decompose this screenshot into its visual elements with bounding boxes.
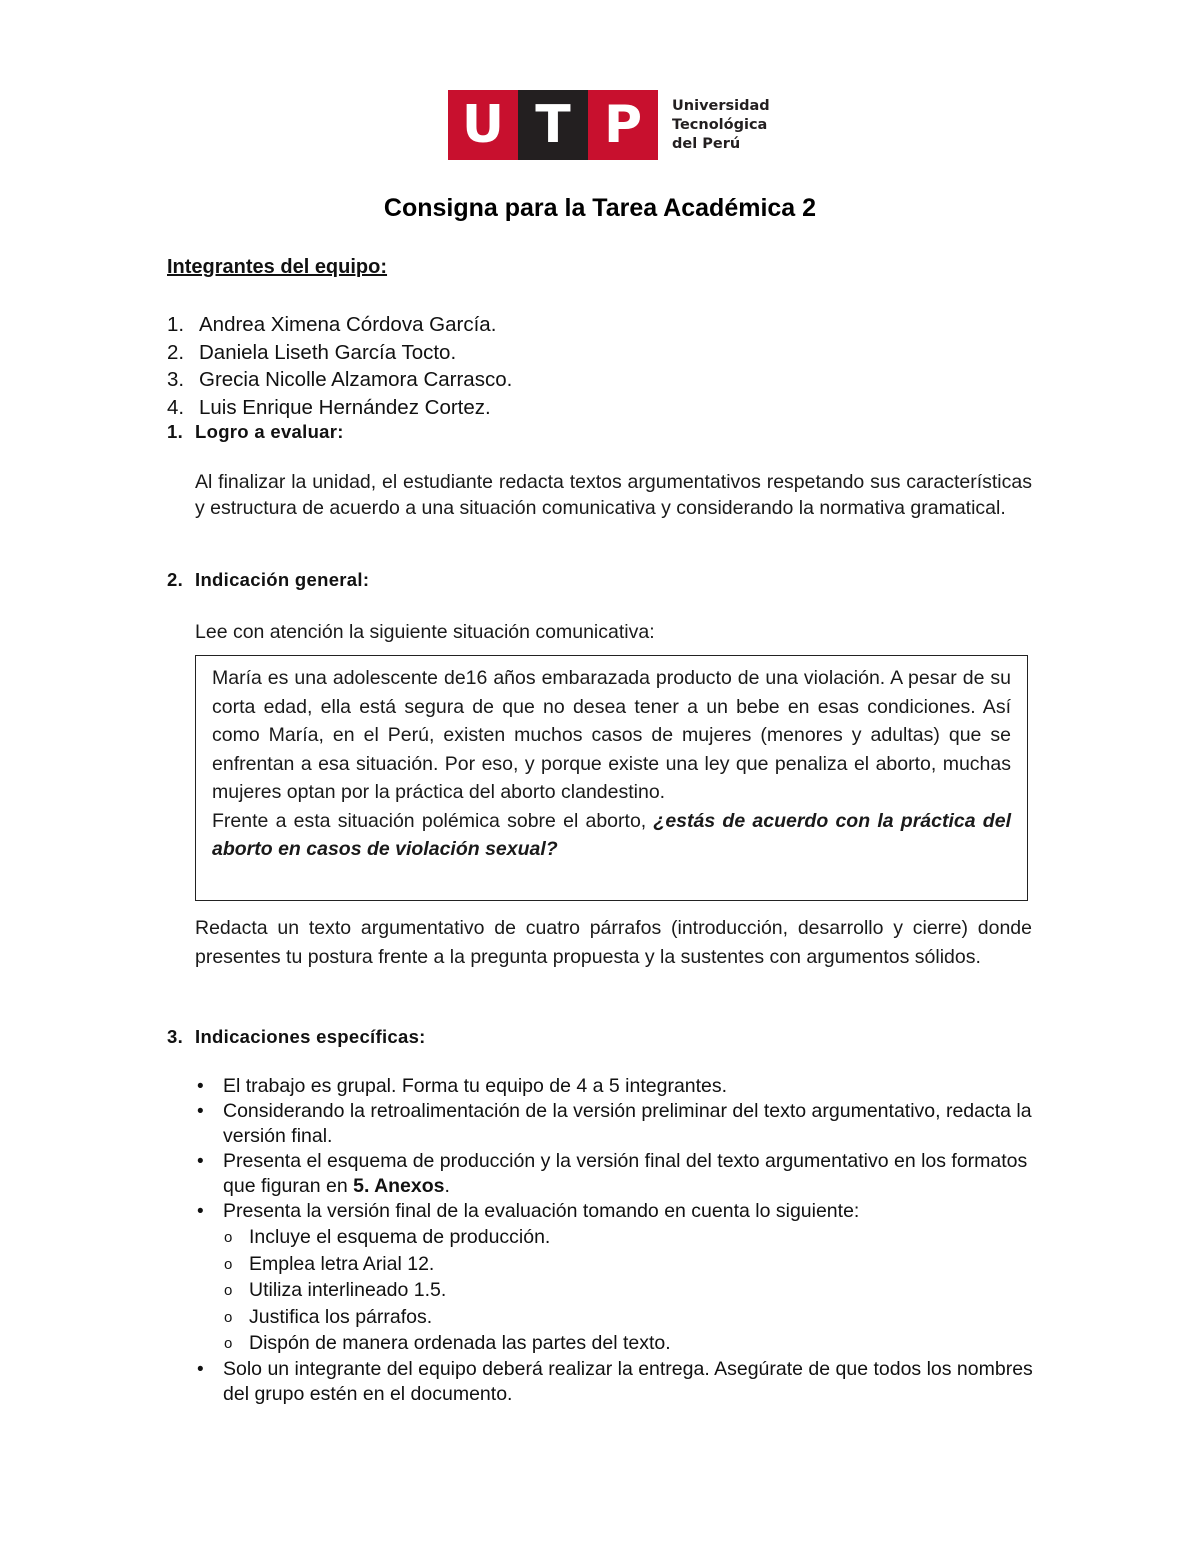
utp-logo [448,90,770,160]
list-item: • Presenta el esquema de producción y la versión final del texto argumentativo en los formatos que figuran en 5. Anexos. [195,1149,1040,1199]
situation-box [195,655,1028,901]
logo-letter-p: P [588,90,658,160]
sub-list-item: o Incluye el esquema de producción. [223,1224,1040,1251]
sub-list-item: o Dispón de manera ordenada las partes del texto. [223,1330,1040,1357]
sub-list-item: o Emplea letra Arial 12. [223,1251,1040,1278]
section-3-heading: 3. Indicaciones específicas: [167,1026,426,1047]
section-1-text: Al finalizar la unidad, el estudiante redacta textos argumentativos respetando sus características y estructura de acuerdo a una situación comunicativa y considerando la normativa gramatical. [195,471,1032,519]
list-item: • El trabajo es grupal. Forma tu equipo de 4 a 5 integrantes. [195,1074,1040,1099]
team-members-list [167,311,512,421]
instructions-list [195,1074,1040,1407]
list-item: 2. Daniela Liseth García Tocto. [167,340,457,364]
task-text: Redacta un texto argumentativo de cuatro párrafos (introducción, desarrollo y cierre) donde presentes tu postura frente a la pregunta propuesta y la sustentes con argumentos sólidos. [195,917,1032,968]
logo-line-3: del Perú [672,135,741,152]
list-item: 4. Luis Enrique Hernández Cortez. [167,395,491,419]
document-title: Consigna para la Tarea Académica 2 [383,194,817,222]
section-2-heading: 2. Indicación general: [167,569,370,590]
section-2-intro: Lee con atención la siguiente situación comunicativa: [195,621,655,643]
sub-list-item: o Utiliza interlineado 1.5. [223,1277,1040,1304]
sub-list-item: o Justifica los párrafos. [223,1304,1040,1331]
section-1-heading: 1. Logro a evaluar: [167,421,344,442]
logo-letter-t: T [518,90,588,160]
team-heading: Integrantes del equipo: [167,256,388,278]
list-item: • Considerando la retroalimentación de la versión preliminar del texto argumentativo, redacta la versión final. [195,1099,1040,1149]
situation-question: Frente a esta situación polémica sobre el aborto, ¿estás de acuerdo con la práctica del aborto en casos de violación sexual? [212,809,1011,860]
list-item: 1. Andrea Ximena Córdova García. [167,313,497,336]
list-item: • Solo un integrante del equipo deberá realizar la entrega. Asegúrate de que todos los nombres del grupo estén en el documento. [195,1357,1040,1407]
sub-list [223,1224,1040,1357]
logo-letter-u: U [448,90,518,160]
logo-wordmark [672,90,770,160]
logo-line-2: Tecnológica [672,116,768,133]
situation-text: María es una adolescente de16 años embarazada producto de una violación. A pesar de su corta edad, ella está segura de que no desea tener a un bebe en esas condiciones. Así como María, en el Perú, existen muchos casos de mujeres (menores y adultas) que se enfrentan a esa situación. Por eso, y porque existe una ley que penaliza el aborto, muchas mujeres optan por la práctica del aborto clandestino. [212,667,1011,803]
logo-line-1: Universidad [672,97,770,114]
list-item: 3. Grecia Nicolle Alzamora Carrasco. [167,368,513,391]
list-item: • Presenta la versión final de la evaluación tomando en cuenta lo siguiente: o Incluye el esquema de producción. o Emplea letra Arial 12. o Utiliza interlineado 1.5. o Justifica los párrafos. o Dispón de manera ordenada las partes del texto. [195,1199,1040,1357]
